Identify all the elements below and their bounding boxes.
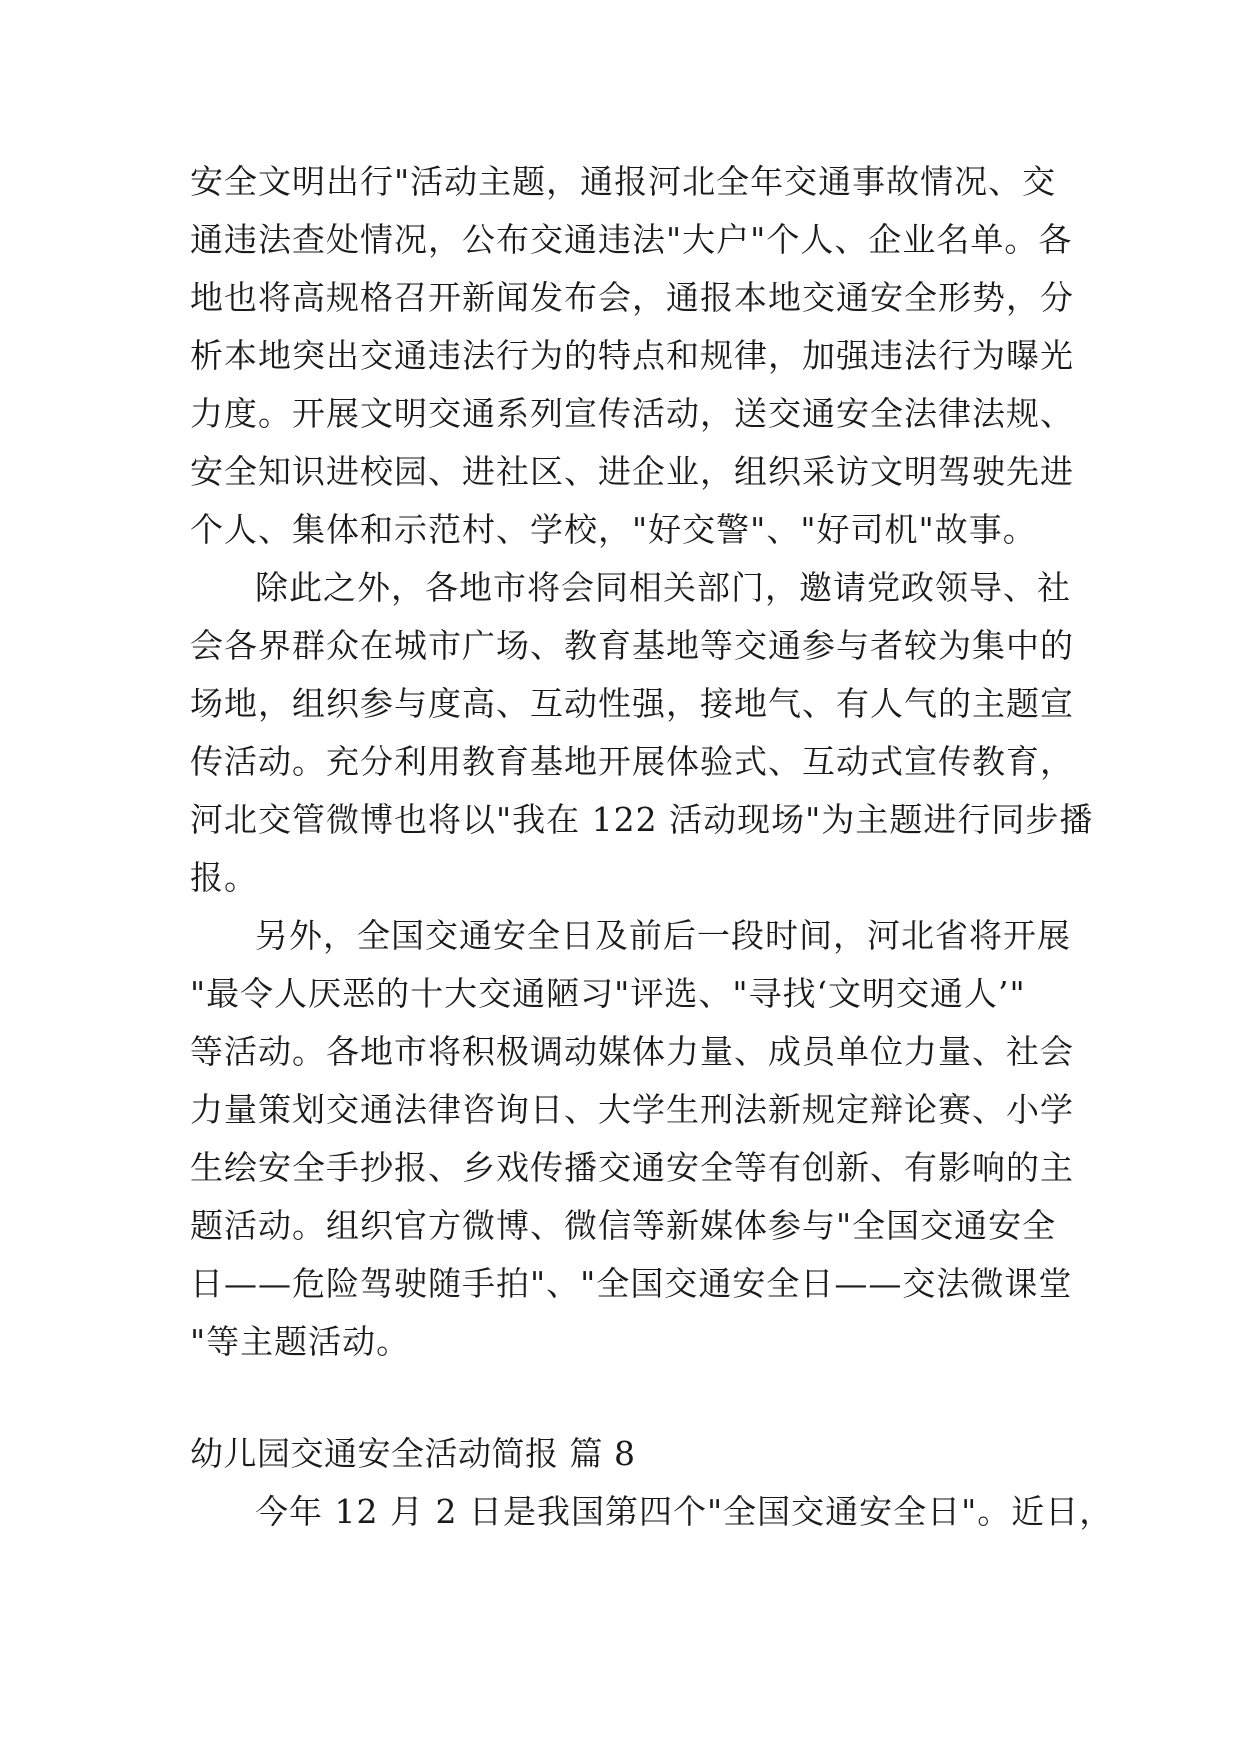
text-line: 除此之外，各地市将会同相关部门，邀请党政领导、社: [255, 568, 1071, 607]
text-line: 传活动。充分利用教育基地开展体验式、互动式宣传教育，: [190, 742, 1074, 781]
section-heading: 幼儿园交通安全活动简报 篇 8: [190, 1434, 636, 1473]
text-line: 场地，组织参与度高、互动性强，接地气、有人气的主题宣: [190, 684, 1074, 723]
text-line: 个人、集体和示范村、学校，"好交警"、"好司机"故事。: [190, 510, 1037, 549]
text-line: 另外，全国交通安全日及前后一段时间，河北省将开展: [255, 916, 1071, 955]
text-line: 地也将高规格召开新闻发布会，通报本地交通安全形势，分: [190, 278, 1074, 317]
text-line: 等活动。各地市将积极调动媒体力量、成员单位力量、社会: [190, 1032, 1074, 1071]
text-line: 会各界群众在城市广场、教育基地等交通参与者较为集中的: [190, 626, 1074, 665]
text-line: 日——危险驾驶随手拍"、"全国交通安全日——交法微课堂: [190, 1264, 1073, 1303]
text-line: "等主题活动。: [190, 1322, 411, 1361]
text-line: 报。: [190, 858, 258, 897]
text-line: 今年 12 月 2 日是我国第四个"全国交通安全日"。近日，: [255, 1492, 1114, 1531]
text-line: 析本地突出交通违法行为的特点和规律，加强违法行为曝光: [190, 336, 1074, 375]
text-line: 力度。开展文明交通系列宣传活动，送交通安全法律法规、: [190, 394, 1074, 433]
text-line: 题活动。组织官方微博、微信等新媒体参与"全国交通安全: [190, 1206, 1057, 1245]
text-line: 生绘安全手抄报、乡戏传播交通安全等有创新、有影响的主: [190, 1148, 1074, 1187]
text-line: 通违法查处情况，公布交通违法"大户"个人、企业名单。各: [190, 220, 1073, 259]
text-line: 安全知识进校园、进社区、进企业，组织采访文明驾驶先进: [190, 452, 1074, 491]
text-line: "最令人厌恶的十大交通陋习"评选、"寻找‘文明交通人’": [190, 974, 1026, 1013]
text-line: 安全文明出行"活动主题，通报河北全年交通事故情况、交: [190, 162, 1057, 201]
text-line: 力量策划交通法律咨询日、大学生刑法新规定辩论赛、小学: [190, 1090, 1074, 1129]
text-line: 河北交管微博也将以"我在 122 活动现场"为主题进行同步播: [190, 800, 1094, 839]
